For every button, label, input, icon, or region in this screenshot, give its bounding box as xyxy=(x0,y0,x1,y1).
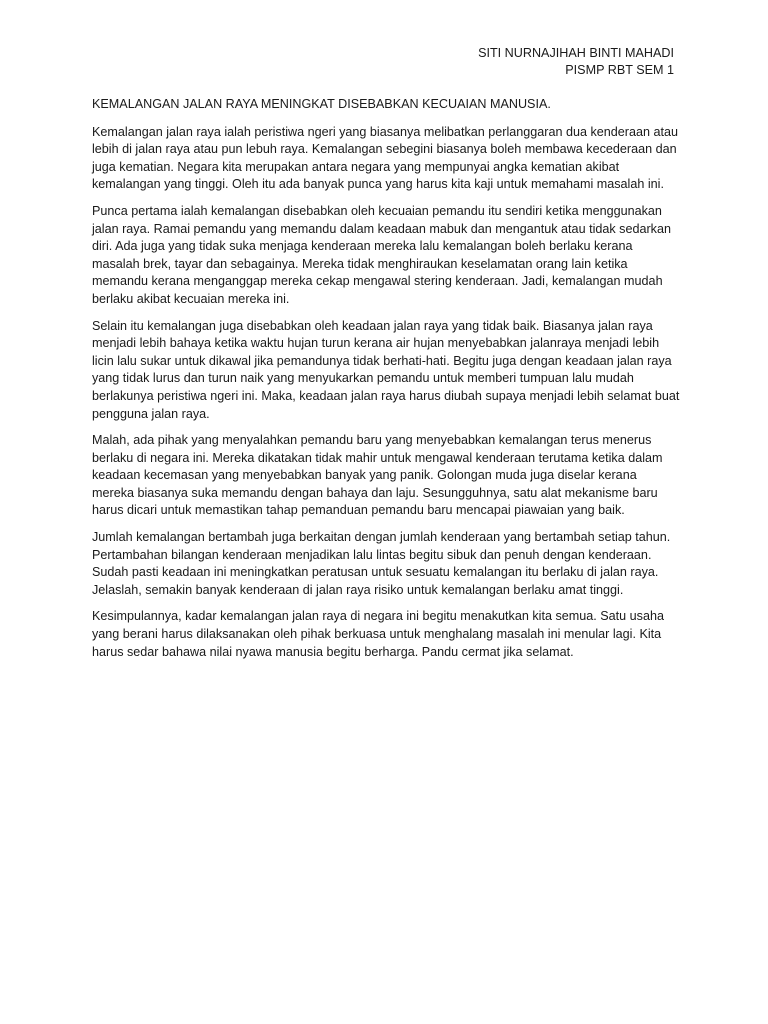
essay-title: KEMALANGAN JALAN RAYA MENINGKAT DISEBABKAN KECUAIAN MANUSIA. xyxy=(92,97,551,111)
paragraph-road-conditions: Selain itu kemalangan juga disebabkan oleh keadaan jalan raya yang tidak baik. Biasanya jalan raya menjadi lebih bahaya ketika waktu hujan turun kerana air hujan menyebabkan jalanraya menjadi lebih licin lalu sukar untuk dikawal jika pemandunya tidak berhati-hati. Begitu juga dengan keadaan jalan raya yang tidak lurus dan turun naik yang menyukarkan pemandu untuk memberi tumpuan lalu mudah berlakunya peristiwa ngeri ini. Maka, keadaan jalan raya harus diubah supaya menjadi lebih selamat buat pengguna jalan raya. xyxy=(92,318,680,421)
paragraph-new-drivers: Malah, ada pihak yang menyalahkan pemandu baru yang menyebabkan kemalangan terus menerus berlaku di negara ini. Mereka dikatakan tidak mahir untuk mengawal kenderaan terutama ketika dalam keadaan kecemasan yang menyebabkan banyak yang panik. Golongan muda juga diselar kerana mereka biasanya suka memandu dengan bahaya dan laju. Sesungguhnya, satu alat mekanisme baru harus dicari untuk memastikan tahap pemanduan pemandu baru mencapai piawaian yang baik. xyxy=(92,433,663,518)
course-label: PISMP RBT SEM 1 xyxy=(565,63,674,77)
paragraph-introduction: Kemalangan jalan raya ialah peristiwa ngeri yang biasanya melibatkan perlanggaran dua kenderaan atau lebih di jalan raya atau pun lebuh raya. Kemalangan sebegini biasanya boleh membawa kecederaan dan juga kematian. Negara kita merupakan antara negara yang mempunyai angka kematian akibat kemalangan yang tinggi. Oleh itu ada banyak punca yang harus kita kaji untuk memahami masalah ini. xyxy=(92,124,679,192)
paragraph-driver-negligence: Punca pertama ialah kemalangan disebabkan oleh kecuaian pemandu itu sendiri ketika menggunakan jalan raya. Ramai pemandu yang memandu dalam keadaan mabuk dan mengantuk atau tidak sedarkan diri. Ada juga yang tidak suka menjaga kenderaan mereka lalu kemalangan boleh berlaku kerana masalah brek, tayar dan sebagainya. Mereka tidak menghiraukan keselamatan orang lain ketika memandu kerana menganggap mereka cekap mengawal stering kenderaan. Jadi, kemalangan mudah berlaku akibat kecuaian mereka ini. xyxy=(92,203,671,306)
author-name: SITI NURNAJIHAH BINTI MAHADI xyxy=(478,46,674,60)
author-header xyxy=(478,45,674,79)
essay-body xyxy=(92,96,682,670)
paragraph-vehicle-count: Jumlah kemalangan bertambah juga berkaitan dengan jumlah kenderaan yang bertambah setiap tahun. Pertambahan bilangan kenderaan menjadikan lalu lintas begitu sibuk dan penuh dengan kenderaan. Sudah pasti keadaan ini meningkatkan peratusan untuk sesuatu kemalangan itu berlaku di jalan raya. Jelaslah, semakin banyak kenderaan di jalan raya risiko untuk kemalangan berlaku amat tinggi. xyxy=(92,530,671,597)
paragraph-conclusion: Kesimpulannya, kadar kemalangan jalan raya di negara ini begitu menakutkan kita semua. Satu usaha yang berani harus dilaksanakan oleh pihak berkuasa untuk menghalang masalah ini menular lagi. Kita harus sedar bahawa nilai nyawa manusia begitu berharga. Pandu cermat jika selamat. xyxy=(92,609,664,659)
